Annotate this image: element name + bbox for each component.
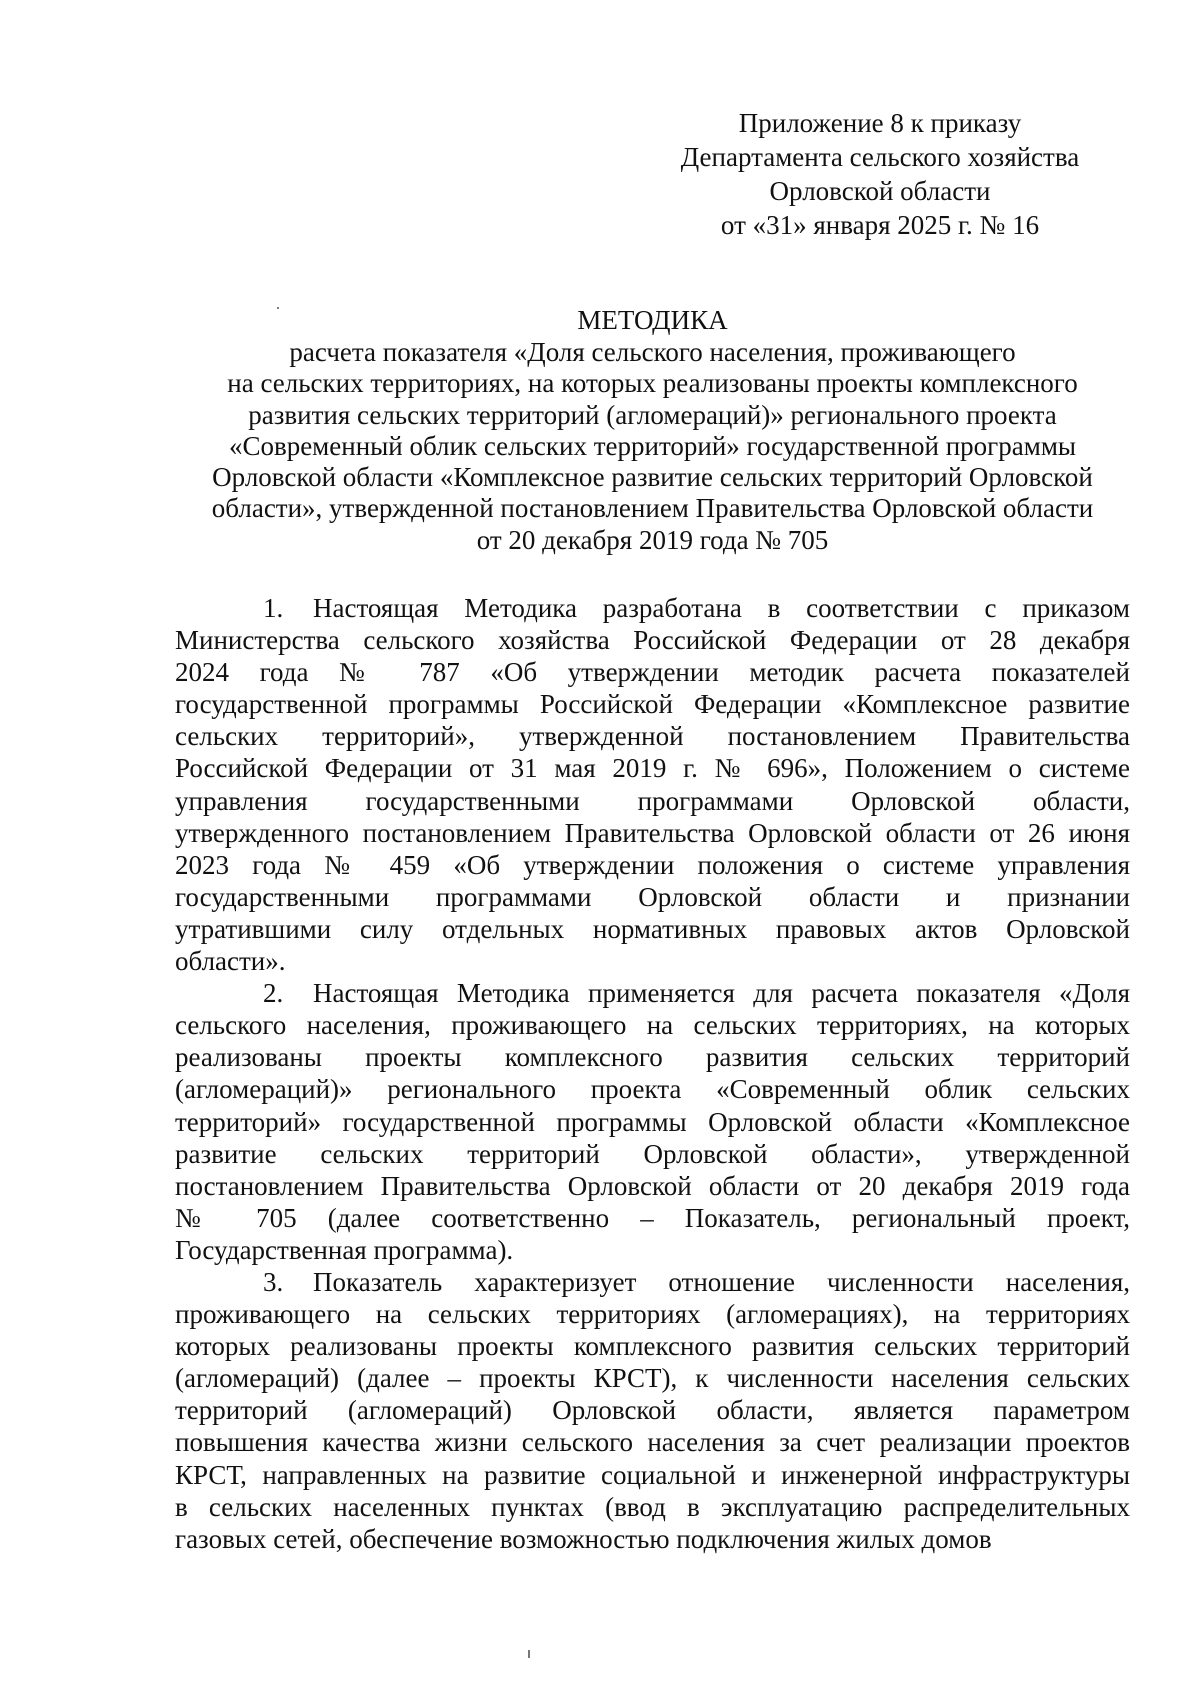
paragraph-line: территорий» государственной программы Орловской области «Комплексное [175, 1106, 1130, 1137]
paragraph-1 [175, 592, 1130, 977]
document-body [175, 592, 1130, 1555]
paragraph-text: Настоящая Методика разработана в соответствии с приказом [313, 593, 1130, 623]
approval-line: Департамента сельского хозяйства [680, 142, 1080, 172]
paragraph-line: территорий (агломераций) Орловской области, является параметром [175, 1395, 1130, 1426]
approval-line: Приложение 8 к приказу [738, 108, 1022, 138]
subtitle-line: Орловской области «Комплексное развитие сельских территорий Орловской [212, 462, 1093, 493]
paragraph-line: сельского населения, проживающего на сельских территориях, на которых [175, 1010, 1130, 1041]
paragraph-line: (агломераций) (далее – проекты КРСТ), к численности населения сельских [175, 1363, 1130, 1394]
paragraph-line: развитие сельских территорий Орловской области», утвержденной [175, 1138, 1130, 1169]
paragraph-line: КРСТ, направленных на развитие социальной и инженерной инфраструктуры [175, 1459, 1130, 1490]
paragraph-line: управления государственными программами Орловской области, [175, 785, 1130, 816]
paragraph-line: проживающего на сельских территориях (агломерациях), на территориях [175, 1299, 1130, 1330]
document-subtitle [160, 337, 1145, 556]
paragraph-line: повышения качества жизни сельского населения за счет реализации проектов [175, 1427, 1130, 1458]
paragraph-line: 2023 года № 459 «Об утверждении положения о системе управления [175, 849, 1130, 880]
paragraph-line: которых реализованы проекты комплексного развития сельских территорий [175, 1331, 1130, 1362]
paragraph-line [175, 1266, 1130, 1298]
paragraph-line: Государственная программа). [175, 1234, 514, 1265]
approval-line: от «31» января 2025 г. № 16 [720, 210, 1040, 240]
paragraph-line: реализованы проекты комплексного развития сельских территорий [175, 1042, 1130, 1073]
paragraph-line: в сельских населенных пунктах (ввод в эксплуатацию распределительных [175, 1491, 1130, 1522]
subtitle-line: от 20 декабря 2019 года № 705 [476, 524, 829, 555]
paragraph-line [175, 977, 1130, 1009]
subtitle-line: области», утвержденной постановлением Правительства Орловской области [211, 493, 1094, 524]
paragraph-line [175, 592, 1130, 624]
subtitle-line: на сельских территориях, на которых реализованы проекты комплексного [227, 368, 1078, 399]
subtitle-line: расчета показателя «Доля сельского населения, проживающего [289, 337, 1016, 367]
scan-speck [528, 1650, 530, 1658]
paragraph-line: сельских территорий», утвержденной постановлением Правительства [175, 721, 1130, 752]
paragraph-number: 2. [263, 978, 284, 1009]
paragraph-line: Российской Федерации от 31 мая 2019 г. № 696», Положением о системе [175, 753, 1130, 784]
paragraph-line: 2024 года № 787 «Об утверждении методик расчета показателей [175, 657, 1130, 688]
paragraph-line: государственными программами Орловской области и признании [175, 881, 1130, 912]
paragraph-2 [175, 977, 1130, 1266]
paragraph-line: № 705 (далее соответственно – Показатель, региональный проект, [175, 1202, 1130, 1233]
paragraph-line: Министерства сельского хозяйства Российской Федерации от 28 декабря [175, 625, 1130, 656]
paragraph-line: утратившими силу отдельных нормативных правовых актов Орловской [175, 913, 1130, 944]
paragraph-number: 1. [263, 593, 284, 623]
document-title: МЕТОДИКА [577, 305, 728, 335]
paragraph-line: постановлением Правительства Орловской области от 20 декабря 2019 года [175, 1170, 1130, 1201]
approval-line: Орловской области [769, 176, 991, 206]
paragraph-3 [175, 1266, 1130, 1555]
paragraph-text: Показатель характеризует отношение численности населения, [313, 1266, 1130, 1297]
paragraph-line: государственной программы Российской Федерации «Комплексное развитие [175, 689, 1130, 720]
approval-stamp [640, 106, 1120, 242]
paragraph-line: (агломераций)» регионального проекта «Современный облик сельских [175, 1074, 1130, 1105]
paragraph-line: области». [175, 946, 286, 977]
paragraph-text: Настоящая Методика применяется для расчета показателя «Доля [313, 978, 1130, 1009]
paragraph-number: 3. [263, 1266, 284, 1297]
subtitle-line: «Современный облик сельских территорий» государственной программы [228, 430, 1077, 461]
subtitle-line: развития сельских территорий (агломераций)» регионального проекта [248, 399, 1057, 430]
paragraph-line: утвержденного постановлением Правительства Орловской области от 26 июня [175, 817, 1130, 848]
paragraph-line: газовых сетей, обеспечение возможностью подключения жилых домов [175, 1523, 992, 1554]
